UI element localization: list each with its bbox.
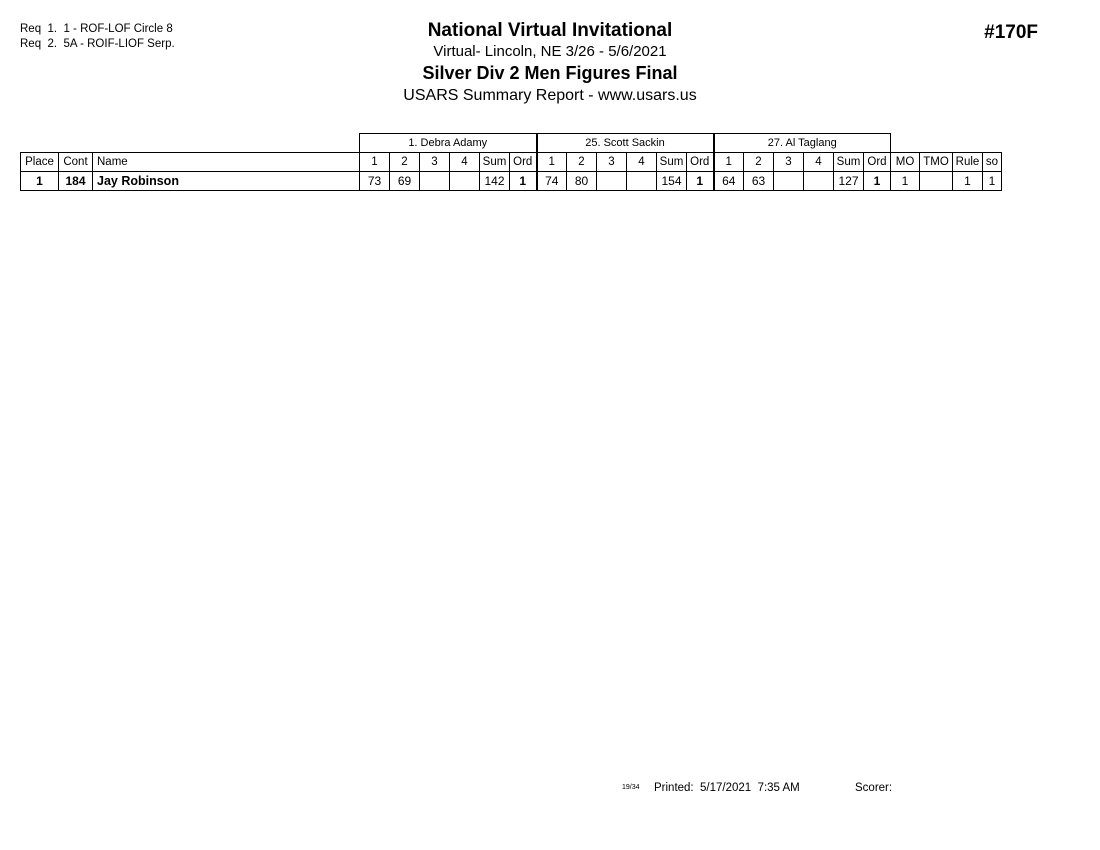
cell-j3-sum: 127 <box>834 172 864 191</box>
cell-j1-score-2: 69 <box>390 172 420 191</box>
header-j2-score-2: 2 <box>567 153 597 172</box>
cell-j3-score-2: 63 <box>744 172 774 191</box>
column-header-row <box>21 153 1002 172</box>
judge-row-spacer-place <box>21 134 59 153</box>
footer-scorer-label: Scorer: <box>855 782 893 794</box>
cell-j3-score-1: 64 <box>714 172 744 191</box>
header-j2-score-1: 1 <box>537 153 567 172</box>
page-title: National Virtual Invitational <box>427 20 673 41</box>
header-j3-ord: Ord <box>864 153 891 172</box>
cell-j1-score-3 <box>420 172 450 191</box>
header-j1-score-1: 1 <box>360 153 390 172</box>
cell-j1-score-4 <box>450 172 480 191</box>
judge-header-1: 1. Debra Adamy <box>360 134 537 153</box>
cell-name: Jay Robinson <box>93 172 360 191</box>
cell-j2-score-1: 74 <box>537 172 567 191</box>
footer-printed: Printed: 5/17/2021 7:35 AM <box>654 782 800 794</box>
cell-j1-ord: 1 <box>510 172 537 191</box>
judge-row-spacer-tmo <box>920 134 953 153</box>
header-j2-ord: Ord <box>687 153 714 172</box>
header-tmo: TMO <box>920 153 953 172</box>
cell-place: 1 <box>21 172 59 191</box>
header-j2-sum: Sum <box>657 153 687 172</box>
requirement-line-1: Req 1. 1 - ROF-LOF Circle 8 <box>20 23 173 35</box>
judge-header-2: 25. Scott Sackin <box>537 134 714 153</box>
judge-row-spacer-mo <box>891 134 920 153</box>
judge-row-spacer-so <box>983 134 1002 153</box>
cell-j2-score-3 <box>597 172 627 191</box>
table-row <box>21 172 1002 191</box>
header-j3-score-3: 3 <box>774 153 804 172</box>
header-j1-sum: Sum <box>480 153 510 172</box>
header-j1-score-3: 3 <box>420 153 450 172</box>
judge-row-spacer-cont <box>59 134 93 153</box>
cell-j3-score-4 <box>804 172 834 191</box>
header-j2-score-3: 3 <box>597 153 627 172</box>
cell-j3-score-3 <box>774 172 804 191</box>
judge-row-spacer-name <box>93 134 360 153</box>
cell-j1-score-1: 73 <box>360 172 390 191</box>
judge-row-spacer-rule <box>953 134 983 153</box>
header-j3-score-1: 1 <box>714 153 744 172</box>
header-j3-sum: Sum <box>834 153 864 172</box>
header-j3-score-2: 2 <box>744 153 774 172</box>
report-header <box>0 20 1100 107</box>
score-table <box>20 133 1002 191</box>
requirement-line-2: Req 2. 5A - ROIF-LIOF Serp. <box>20 38 175 50</box>
header-cont: Cont <box>59 153 93 172</box>
cell-j2-score-4 <box>627 172 657 191</box>
cell-rule: 1 <box>953 172 983 191</box>
score-table-container <box>20 133 1002 191</box>
cell-tmo <box>920 172 953 191</box>
event-name: Silver Div 2 Men Figures Final <box>422 63 678 83</box>
header-j1-score-2: 2 <box>390 153 420 172</box>
cell-cont: 184 <box>59 172 93 191</box>
judge-header-row <box>21 134 1002 153</box>
header-so: so <box>983 153 1002 172</box>
organization-line: USARS Summary Report - www.usars.us <box>403 87 697 104</box>
header-j2-score-4: 4 <box>627 153 657 172</box>
cell-j3-ord: 1 <box>864 172 891 191</box>
cell-j2-sum: 154 <box>657 172 687 191</box>
header-place: Place <box>21 153 59 172</box>
cell-so: 1 <box>983 172 1002 191</box>
header-rule: Rule <box>953 153 983 172</box>
sheet-number: #170F <box>984 22 1038 43</box>
header-name: Name <box>93 153 360 172</box>
judge-header-3: 27. Al Taglang <box>714 134 891 153</box>
header-j3-score-4: 4 <box>804 153 834 172</box>
header-mo: MO <box>891 153 920 172</box>
cell-mo: 1 <box>891 172 920 191</box>
header-j1-score-4: 4 <box>450 153 480 172</box>
event-location-date: Virtual- Lincoln, NE 3/26 - 5/6/2021 <box>433 43 667 60</box>
cell-j2-score-2: 80 <box>567 172 597 191</box>
footer-code: 19/34 <box>622 784 640 791</box>
cell-j2-ord: 1 <box>687 172 714 191</box>
header-j1-ord: Ord <box>510 153 537 172</box>
cell-j1-sum: 142 <box>480 172 510 191</box>
